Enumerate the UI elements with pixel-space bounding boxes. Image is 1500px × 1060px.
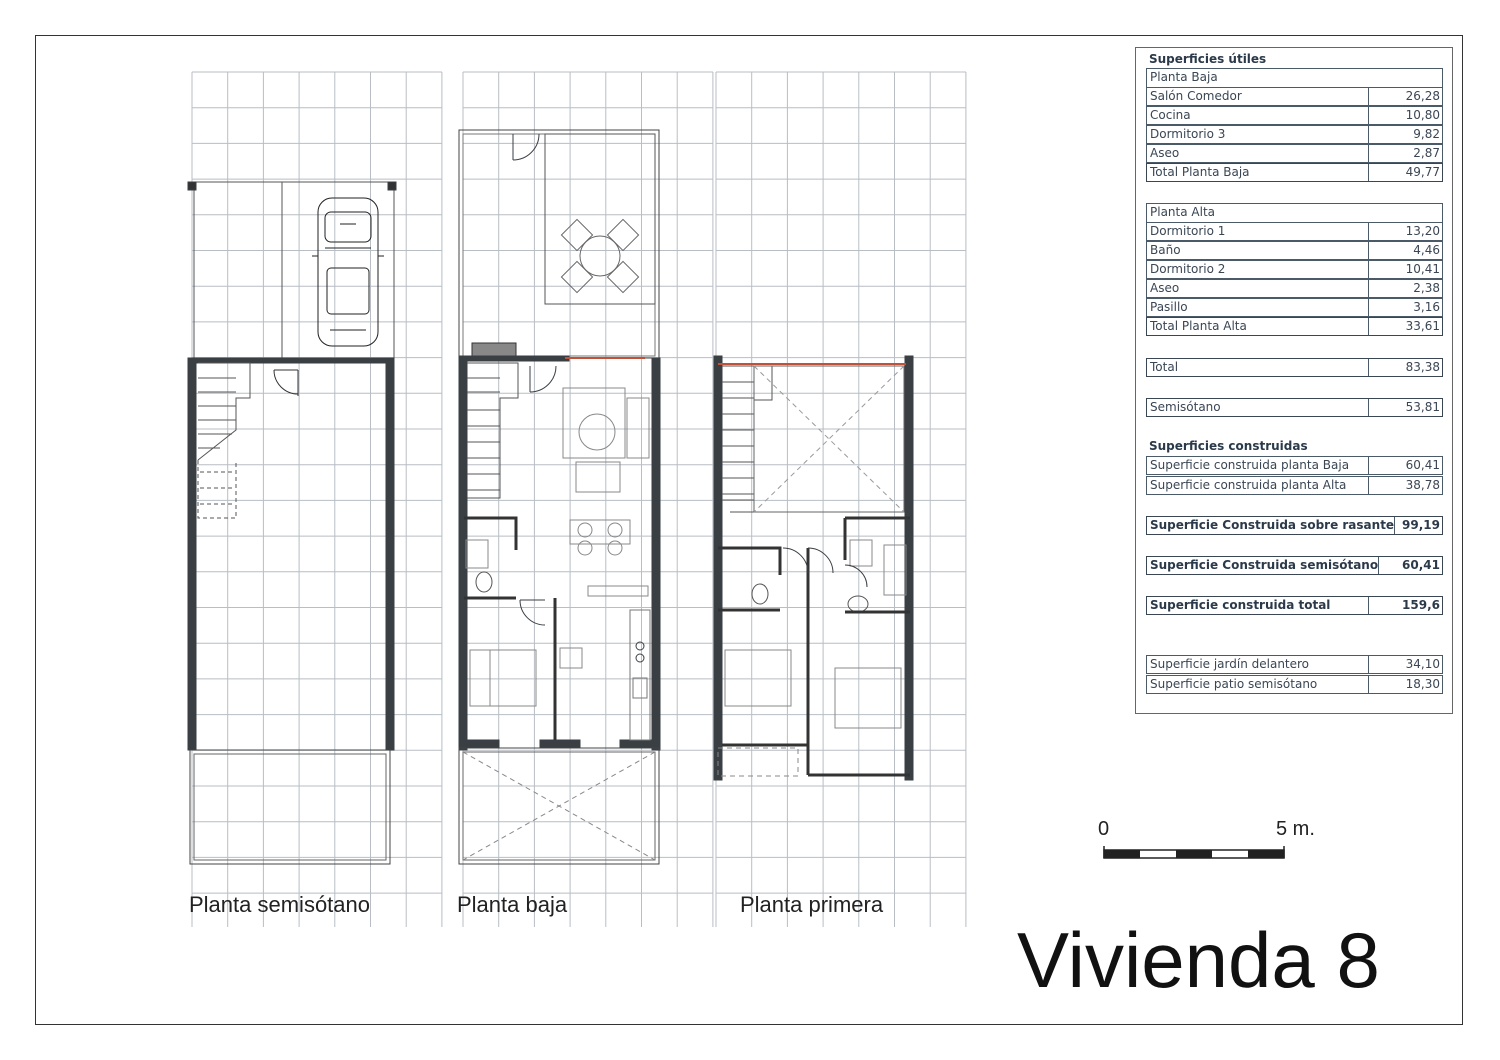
table-row: Superficie construida planta Alta 38,78 xyxy=(1146,476,1443,495)
table-row: Cocina 10,80 xyxy=(1146,106,1443,125)
stairs xyxy=(722,366,772,500)
scale-bar xyxy=(1104,846,1284,858)
stairs xyxy=(198,363,250,518)
door xyxy=(274,370,298,396)
table-row: Dormitorio 2 10,41 xyxy=(1146,260,1443,279)
plan-label-semisotano: Planta semisótano xyxy=(189,892,370,917)
door xyxy=(520,600,545,625)
table-row: Pasillo 3,16 xyxy=(1146,298,1443,317)
table-row: Dormitorio 1 13,20 xyxy=(1146,222,1443,241)
table-row: Salón Comedor 26,28 xyxy=(1146,87,1443,106)
table-row-bold: Superficie Construida semisótano 60,41 xyxy=(1146,556,1443,575)
plan-label-baja: Planta baja xyxy=(457,892,568,917)
table-row: Superficie construida planta Baja 60,41 xyxy=(1146,456,1443,475)
alta-header: Planta Alta xyxy=(1146,203,1443,222)
table-row: Superficie jardín delantero 34,10 xyxy=(1146,655,1443,674)
scale-label-zero: 0 xyxy=(1098,818,1110,840)
grid-baja xyxy=(463,72,713,927)
baja-header: Planta Baja xyxy=(1146,68,1443,87)
bed-icon xyxy=(470,650,536,706)
table-row-total: Total 83,38 xyxy=(1146,358,1443,377)
table-row-total: Total Planta Baja 49,77 xyxy=(1146,163,1443,182)
plan-baja xyxy=(459,130,660,864)
surfaces-table xyxy=(1135,47,1453,714)
drawing-title: Vivienda 8 xyxy=(1017,916,1380,1004)
table-row-bold: Superficie Construida sobre rasante 99,19 xyxy=(1146,516,1443,535)
scale-label-five: 5 m. xyxy=(1276,818,1315,840)
door xyxy=(783,548,867,587)
table-row: Aseo 2,87 xyxy=(1146,144,1443,163)
table-row-total: Total Planta Alta 33,61 xyxy=(1146,317,1443,336)
table-row: Baño 4,46 xyxy=(1146,241,1443,260)
construidas-title: Superficies construidas xyxy=(1149,439,1308,453)
table-row-bold: Superficie construida total 159,6 xyxy=(1146,596,1443,615)
plan-primera xyxy=(714,356,913,780)
stairs xyxy=(467,363,518,498)
table-row: Aseo 2,38 xyxy=(1146,279,1443,298)
plan-semisotano xyxy=(188,182,396,864)
table-row: Dormitorio 3 9,82 xyxy=(1146,125,1443,144)
table-row: Semisótano 53,81 xyxy=(1146,398,1443,417)
plan-label-primera: Planta primera xyxy=(740,892,884,917)
grid-semisotano xyxy=(192,72,442,927)
utiles-title: Superficies útiles xyxy=(1149,52,1267,66)
dining-set-icon xyxy=(561,219,638,292)
car-icon xyxy=(312,198,384,346)
table-row: Superficie patio semisótano 18,30 xyxy=(1146,675,1443,694)
door xyxy=(513,134,539,160)
